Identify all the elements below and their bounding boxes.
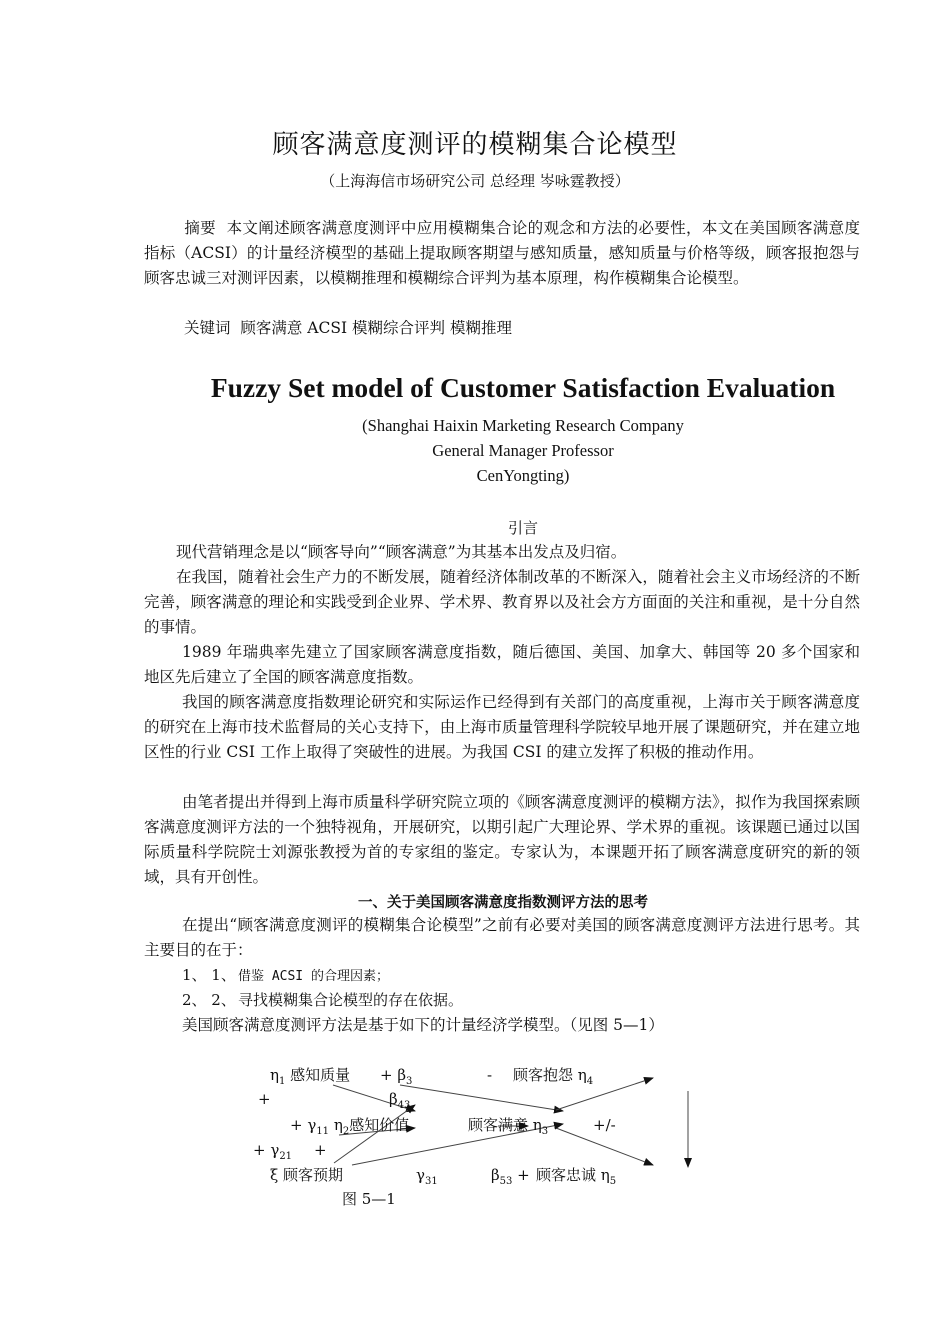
chinese-author-line: （上海海信市场研究公司 总经理 岑咏霆教授） (320, 172, 630, 190)
intro-paragraph-5: 由笔者提出并得到上海市质量科学研究院立项的《顾客满意度测评的模糊方法》，拟作为我国探索顾客满意度测评方法的一个独特视角，开展研究，以期引起广大理论界、学术界的重视。该课题已通过以国际质量科学院院士刘源张教授为首的专家组的鉴定。专家认为，本课题开拓了顾客满意度研究的新的领域，具有开创性。 (144, 793, 860, 886)
intro-paragraph-4: 我国的顾客满意度指数理论研究和实际运作已经得到有关部门的高度重视，上海市关于顾客满意度的研究在上海市技术监督局的关心支持下，由上海市质量管理科学院较早地开展了课题研究，并在建立地区性的行业 CSI 工作上取得了突破性的进展。为我国 CSI 的建立发挥了积极的推动作用。 (144, 693, 860, 761)
figure-caption: 图 5—1 (342, 1190, 396, 1208)
keywords-label: 关键词 (184, 319, 231, 337)
abstract-text: 本文阐述顾客满意度测评中应用模糊集合论的观念和方法的必要性，本文在美国顾客满意度指标（ACSI）的计量经济模型的基础上提取顾客期望与感知质量，感知质量与价格等级，顾客报抱怨与顾客忠诚三对测评因素，以模糊推理和模糊综合评判为基本原理，构作模糊集合论模型。 (144, 219, 860, 287)
label-plus-left: + (258, 1090, 271, 1108)
node-perceived-value: + $\gamma_{11}$ $\eta_2$感知价值 (290, 1116, 410, 1137)
label-gamma31: $\gamma_{31}$ (416, 1166, 438, 1187)
node-perceived-quality: $\eta_1$ 感知质量 (270, 1066, 351, 1087)
node-complaint: 顾客抱怨 $\eta_4$ (513, 1066, 594, 1087)
label-beta43: $\beta_{43}$ (389, 1090, 411, 1111)
list-item-text: 借鉴 ACSI 的合理因素； (238, 969, 389, 984)
label-gamma21: + $\gamma_{21}$ (253, 1141, 293, 1162)
intro-paragraph-3: 1989 年瑞典率先建立了国家顾客满意度指数，随后德国、美国、加拿大、韩国等 20 多个国家和地区先后建立了全国的顾客满意度指数。 (144, 643, 860, 686)
label-plus-minus: +/- (593, 1116, 616, 1134)
list-item-text: 寻找模糊集合论模型的存在依据。 (238, 991, 464, 1009)
label-beta53: $\beta_{53}$ + (491, 1166, 530, 1187)
node-satisfaction: 顾客满意 $\eta_3$ (468, 1116, 549, 1137)
list-item-number: 2、 2、 (182, 991, 236, 1009)
english-title: Fuzzy Set model of Customer Satisfaction Evaluation (210, 372, 836, 403)
keywords-text: 顾客满意 ACSI 模糊综合评判 模糊推理 (240, 319, 512, 337)
chinese-title: 顾客满意度测评的模糊集合论模型 (272, 130, 678, 160)
english-author-line-2: General Manager Professor (432, 441, 614, 460)
intro-paragraph-1: 现代营销理念是以“顾客导向”“顾客满意”为其基本出发点及归宿。 (176, 543, 627, 561)
label-plus-right: + (314, 1141, 327, 1159)
english-author-line-3: CenYongting) (476, 466, 570, 485)
label-minus: - (487, 1066, 493, 1084)
abstract-label: 摘要 (184, 219, 217, 237)
list-item-number: 1、 1、 (182, 966, 236, 984)
intro-heading: 引言 (507, 519, 538, 537)
section-1-paragraph-2: 美国顾客满意度测评方法是基于如下的计量经济学模型。（见图 5—1） (182, 1016, 664, 1034)
node-expectation: ξ 顾客预期 (270, 1166, 344, 1184)
english-author-line-1: (Shanghai Haixin Marketing Research Company (362, 416, 684, 435)
intro-paragraph-2: 在我国，随着社会生产力的不断发展，随着经济体制改革的不断深入，随着社会主义市场经济的不断完善，顾客满意的理论和实践受到企业界、学术界、教育界以及社会方方面面的关注和重视，是十分自然的事情。 (144, 568, 860, 636)
node-loyalty: 顾客忠诚 $\eta_5$ (536, 1166, 617, 1187)
section-1-paragraph-1: 在提出“顾客满意度测评的模糊集合论模型”之前有必要对美国的顾客满意度测评方法进行思考。其主要目的在于： (144, 916, 860, 959)
section-1-heading: 一、关于美国顾客满意度指数测评方法的思考 (358, 895, 648, 911)
label-beta3: + $\beta_3$ (380, 1066, 413, 1087)
